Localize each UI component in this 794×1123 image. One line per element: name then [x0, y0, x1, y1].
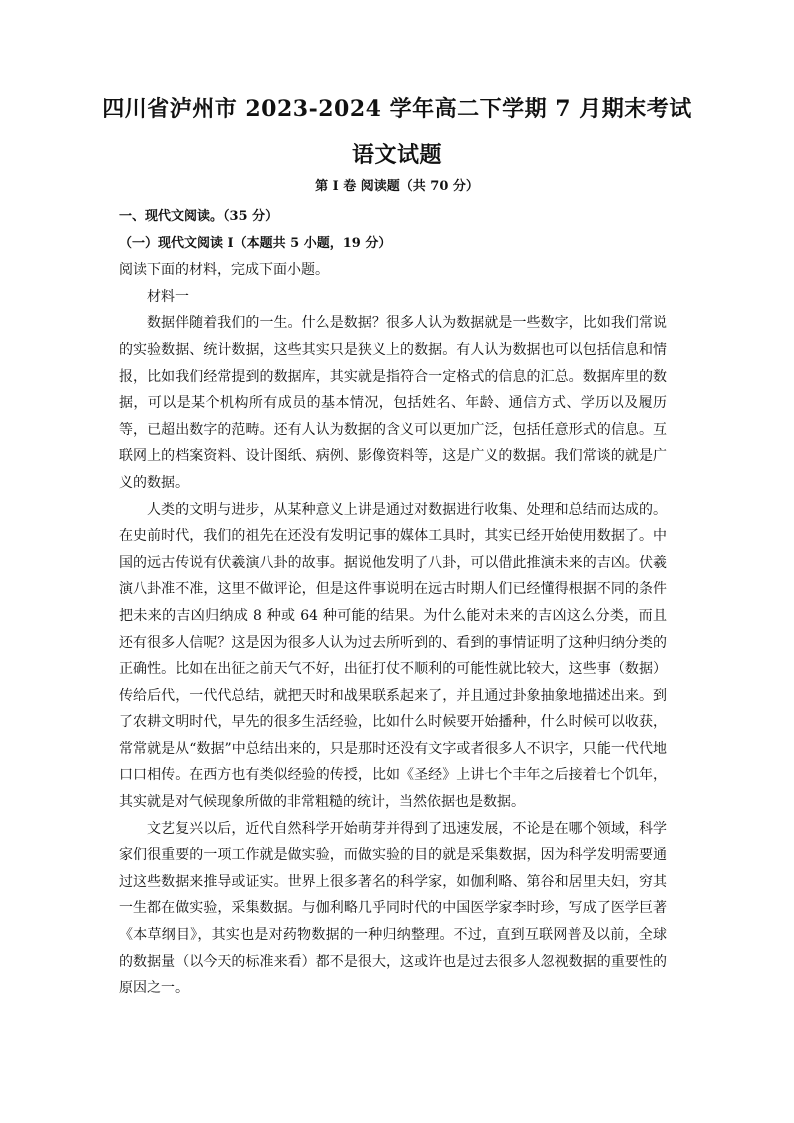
part-heading: 第 I 卷 阅读题（共 70 分）	[315, 179, 479, 194]
document-subtitle: 语文试题	[351, 142, 442, 168]
material-label: 材料一	[147, 288, 189, 305]
instruction-text: 阅读下面的材料，完成下面小题。	[119, 262, 329, 279]
paragraph-1: 数据伴随着我们的一生。什么是数据？很多人认为数据就是一些数字，比如我们常说的实验数据、统计数据，这些其实只是狭义上的数据。有人认为数据也可以包括信息和情报，比如我们经常提到的数据库，其实就是指符合一定格式的信息的汇总。数据库里的数据，可以是某个机构所有成员的基本情况，包括姓名、年龄、通信方式、学历以及履历等，已超出数字的范畴。还有人认为数据的含义可以更加广泛，包括任意形式的信息。互联网上的档案资料、设计图纸、病例、影像资料等，这是广义的数据。我们常谈的就是广义的数据。	[119, 315, 667, 491]
material-paragraphs	[119, 310, 667, 1001]
document-body	[119, 204, 667, 1002]
section-heading: 一、现代文阅读。（35 分）	[119, 209, 279, 224]
paragraph-3: 文艺复兴以后，近代自然科学开始萌芽并得到了迅速发展，不论是在哪个领域，科学家们很重要的一项工作就是做实验，而做实验的目的就是采集数据，因为科学发明需要通过这些数据来推导或证实。世界上很多著名的科学家，如伽利略、第谷和居里夫妇，穷其一生都在做实验，采集数据。与伽利略几乎同时代的中国医学家李时珍，写成了医学巨著《本草纲目》，其实也是对药物数据的一种归纳整理。不过，直到互联网普及以前，全球的数据量（以今天的标准来看）都不是很大，这或许也是过去很多人忽视数据的重要性的原因之一。	[119, 820, 667, 997]
paragraph-2: 人类的文明与进步，从某种意义上讲是通过对数据进行收集、处理和总结而达成的。在史前时代，我们的祖先在还没有发明记事的媒体工具时，其实已经开始使用数据了。中国的远古传说有伏羲演八卦的故事。据说他发明了八卦，可以借此推演未来的吉凶。伏羲演八卦准不准，这里不做评论，但是这件事说明在远古时期人们已经懂得根据不同的条件把未来的吉凶归纳成 8 种或 64 种可能的结果。为什么能对未来的吉凶这么分类，而且还有很多人信呢？这是因为很多人认为过去所听到的、看到的事情证明了这种归纳分类的正确性。比如在出征之前天气不好，出征打仗不顺利的可能性就比较大，这些事（数据）传给后代，一代代总结，就把天时和战果联系起来了，并且通过卦象抽象地描述出来。到了农耕文明时代，早先的很多生活经验，比如什么时候要开始播种，什么时候可以收获，常常就是从“数据”中总结出来的，只是那时还没有文字或者很多人不识字，只能一代代地口口相传。在西方也有类似经验的传授，比如《圣经》上讲七个丰年之后接着七个饥年，其实就是对气候现象所做的非常粗糙的统计，当然依据也是数据。	[119, 501, 667, 811]
subsection-heading: （一）现代文阅读 I（本题共 5 小题，19 分）	[119, 235, 392, 251]
document-title: 四川省泸州市 2023-2024 学年高二下学期 7 月期末考试	[102, 96, 692, 122]
